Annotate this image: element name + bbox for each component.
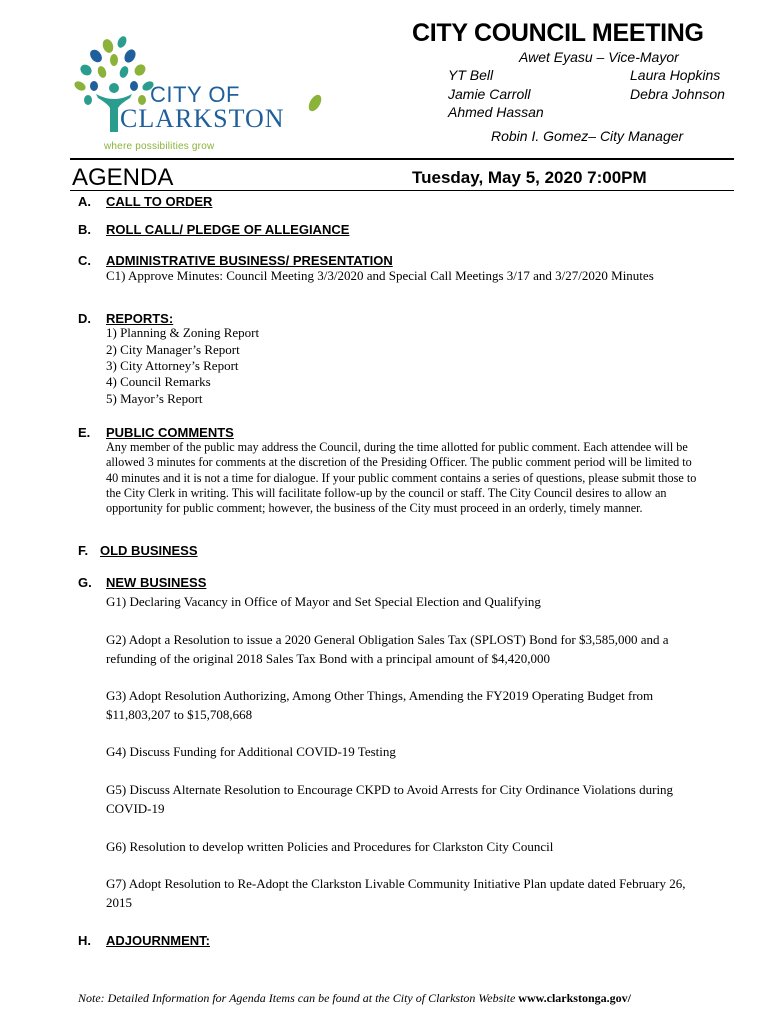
list-item: 1) Planning & Zoning Report <box>106 325 260 340</box>
section-letter: H. <box>78 933 91 948</box>
list-item: G6) Resolution to develop written Policies and Procedures for Clarkston City Council <box>106 839 554 854</box>
list-item: G2) Adopt a Resolution to issue a 2020 General Obligation Sales Tax (SPLOST) Bond for $3,585,000 and a <box>106 632 669 647</box>
list-item: 2) City Manager’s Report <box>106 342 240 357</box>
list-item: $11,803,207 to $15,708,668 <box>106 707 253 722</box>
leaf-icon <box>306 92 324 114</box>
text-line: Any member of the public may address the Council, during the time allotted for public comment. Each attendee will be <box>106 440 688 454</box>
logo-clarkston: CLARKSTON <box>120 104 285 133</box>
list-item: refunding of the original 2018 Sales Tax Bond with a principal amount of $4,420,000 <box>106 651 551 666</box>
member-right-2: Debra Johnson <box>630 86 725 102</box>
section-call-to-order: CALL TO ORDER <box>106 194 213 209</box>
section-letter: B. <box>78 222 91 237</box>
section-admin-business: ADMINISTRATIVE BUSINESS/ PRESENTATION <box>106 253 393 268</box>
section-letter: D. <box>78 311 91 326</box>
list-item: 3) City Attorney’s Report <box>106 358 239 373</box>
list-item: 2015 <box>106 895 132 910</box>
member-left-1: YT Bell <box>448 67 494 83</box>
meeting-date: Tuesday, May 5, 2020 7:00PM <box>412 168 647 187</box>
list-item: G4) Discuss Funding for Additional COVID-19 Testing <box>106 744 396 759</box>
section-letter: G. <box>78 575 92 590</box>
section-new-business: NEW BUSINESS <box>106 575 207 590</box>
section-old-business: OLD BUSINESS <box>100 543 198 558</box>
logo-tagline: where possibilities grow <box>104 141 215 152</box>
public-comments-text <box>106 440 748 516</box>
list-item: G3) Adopt Resolution Authorizing, Among Other Things, Amending the FY2019 Operating Budget from <box>106 688 654 703</box>
section-adjournment: ADJOURNMENT: <box>106 933 210 948</box>
footer-note-text: Note: Detailed Information for Agenda Items can be found at the City of Clarkston Website <box>78 991 519 1005</box>
agenda-heading: AGENDA <box>72 164 174 191</box>
text-line: opportunity for public comment; however, the business of the City must proceed in an orderly, timely manner. <box>106 501 643 516</box>
list-item: G5) Discuss Alternate Resolution to Encourage CKPD to Avoid Arrests for City Ordinance Violations during <box>106 782 674 797</box>
list-item: G7) Adopt Resolution to Re-Adopt the Clarkston Livable Community Initiative Plan update dated February 26, <box>106 876 686 891</box>
footer-note <box>78 991 631 1006</box>
vice-mayor: Awet Eyasu – Vice-Mayor <box>519 49 679 65</box>
list-item: 5) Mayor’s Report <box>106 391 203 406</box>
section-letter: E. <box>78 425 91 440</box>
text-line: allowed 3 minutes for comments at the discretion of the Presiding Officer. The public comment period will be limited to <box>106 455 692 470</box>
member-left-2: Jamie Carroll <box>448 86 531 102</box>
member-left-3: Ahmed Hassan <box>448 104 544 120</box>
section-public-comments: PUBLIC COMMENTS <box>106 425 234 440</box>
logo-city-of: CITY OF <box>150 82 240 107</box>
section-letter: F. <box>78 543 89 558</box>
list-item: COVID-19 <box>106 801 165 816</box>
section-letter: A. <box>78 194 91 209</box>
member-right-1: Laura Hopkins <box>630 67 721 83</box>
section-letter: C. <box>78 253 91 268</box>
list-item: 4) Council Remarks <box>106 374 211 389</box>
page-title: CITY COUNCIL MEETING <box>412 19 704 47</box>
list-item: G1) Declaring Vacancy in Office of Mayor and Set Special Election and Qualifying <box>106 594 541 609</box>
section-reports: REPORTS: <box>106 311 174 326</box>
website-link[interactable]: www.clarkstonga.gov/ <box>518 991 631 1005</box>
header-divider <box>70 158 734 160</box>
text-line: the City Clerk in writing. This will facilitate follow-up by the council or staff. The City Council desires to allow an <box>106 485 667 500</box>
list-item: C1) Approve Minutes: Council Meeting 3/3/2020 and Special Call Meetings 3/17 and 3/27/2020 Minutes <box>106 268 654 283</box>
text-line: 40 minutes and it is not a time for dialogue. If your public comment contains a series of questions, please submit those to <box>106 470 697 485</box>
city-manager: Robin I. Gomez– City Manager <box>491 128 684 144</box>
section-roll-call: ROLL CALL/ PLEDGE OF ALLEGIANCE <box>106 222 350 237</box>
